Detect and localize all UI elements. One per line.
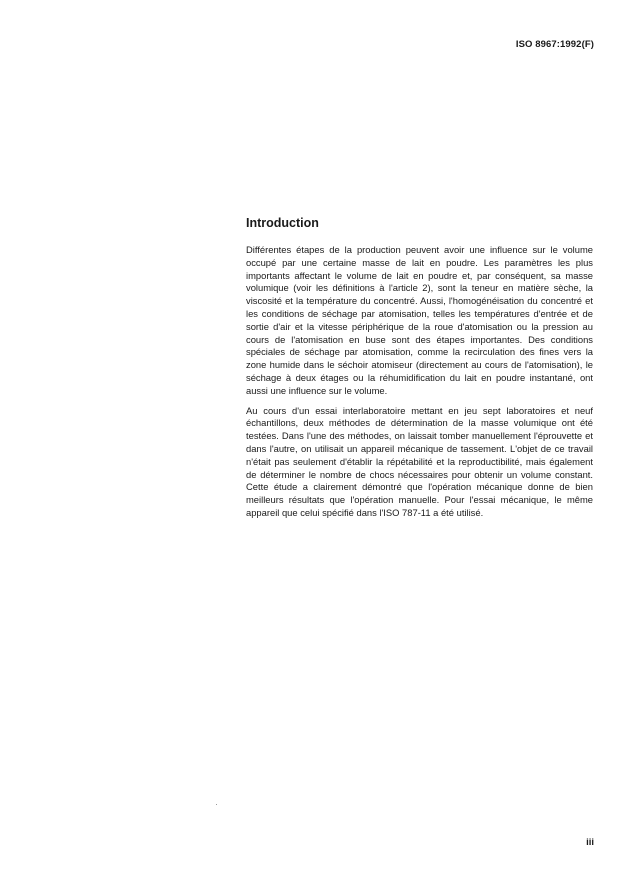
- paragraph-2: Au cours d'un essai interlaboratoire mettant en jeu sept laboratoires et neuf échantillons, deux méthodes de détermination de la masse volumique ont été testées. Dans l'une des méthodes, on laissait tomber manuellement l'éprouvette et dans l'autre, on utilisait un appareil mécanique de tassement. L'objet de ce travail n'était pas seulement d'établir la répétabilité et la reproductibilité, mais également de déterminer le nombre de chocs nécessaires pour obtenir un volume constant. Cette étude a clairement démontré que l'opération mécanique donne de bien meilleurs résultats que l'opération manuelle. Pour l'essai mécanique, le même appareil que celui spécifié dans l'ISO 787-11 a été utilisé.: [246, 404, 593, 518]
- page-number: iii: [586, 837, 594, 848]
- section-title: Introduction: [246, 216, 319, 230]
- introduction-section: [246, 216, 593, 527]
- document-id: ISO 8967:1992(F): [515, 39, 594, 50]
- scan-speck: [216, 804, 217, 805]
- paragraph-1: Différentes étapes de la production peuvent avoir une influence sur le volume occupé par une certaine masse de lait en poudre. Les paramètres les plus importants affectant le volume de lait en poudre et, par conséquent, sa masse volumique (voir les définitions à l'article 2), sont la teneur en matière sèche, la viscosité et la température du concentré. Aussi, l'homogénéisation du concentré et les conditions de séchage par atomisation, telles les températures d'entrée et de sortie d'air et la vitesse périphérique de la roue d'atomisation ou la pression au cours de l'atomisation en buse sont des étapes importantes. Des conditions spéciales de séchage par atomisation, comme la recirculation des fines vers la zone humide dans le séchoir atomiseur (directement au cours de l'atomisation), le séchage à deux étages ou la réhumidification du lait en poudre instantané, ont aussi une influence sur le volume.: [246, 244, 593, 396]
